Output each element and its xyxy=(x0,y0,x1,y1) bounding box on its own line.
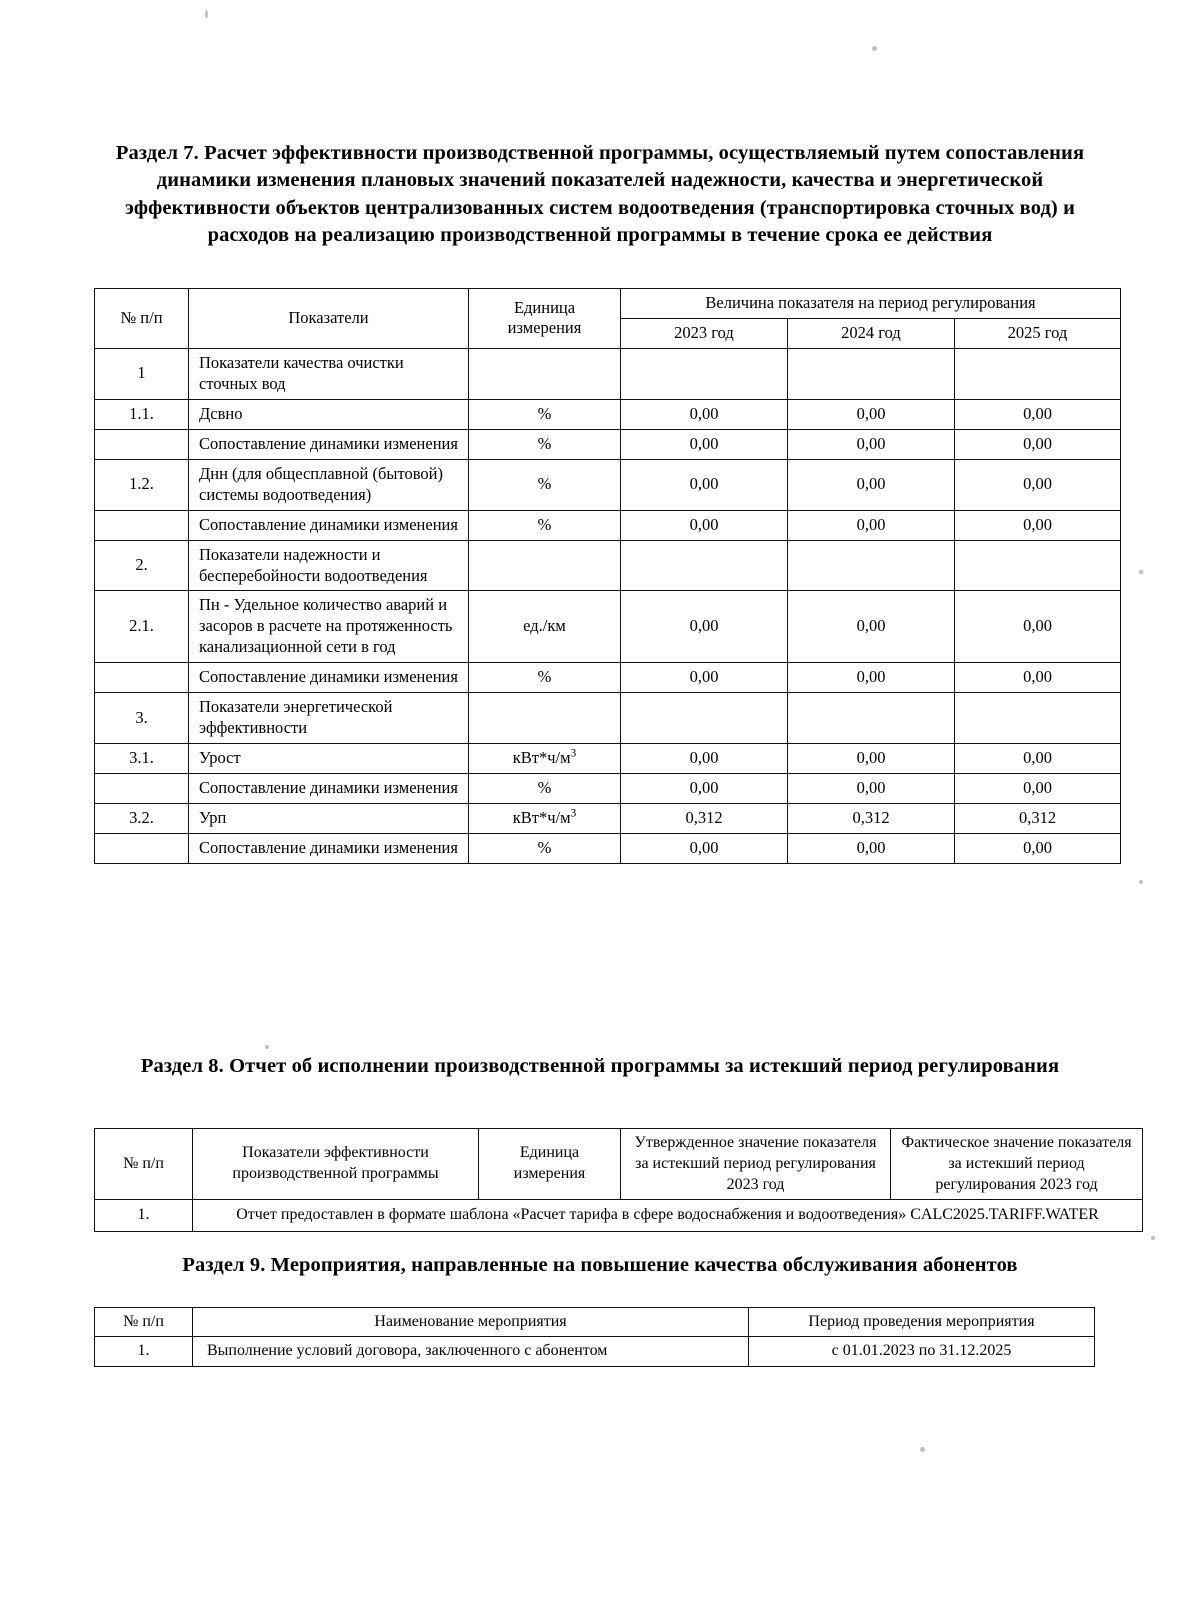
section-9-table xyxy=(94,1307,1095,1367)
row-number: 2. xyxy=(95,540,189,591)
row-indicator: Днн (для общесплавной (бытовой) системы водоотведения) xyxy=(189,459,469,510)
scan-speck xyxy=(1139,570,1143,574)
row-number: 3.1. xyxy=(95,744,189,774)
row-unit-base: кВт*ч/м xyxy=(512,748,571,768)
row-number: 3. xyxy=(95,693,189,744)
row-number xyxy=(95,774,189,804)
table-row xyxy=(95,348,1121,399)
row-value-year-3: 0,00 xyxy=(955,399,1121,429)
row-value-year-1: 0,00 xyxy=(621,744,788,774)
row-unit: % xyxy=(469,459,621,510)
section-7-heading: Раздел 7. Расчет эффективности производственной программы, осуществляемый путем сопоставления динамики изменения плановых значений показателей надежности, качества и энергетической эффективности объектов централизованных систем водоотведения (транспортировка сточных вод) и расходов на реализацию производственной программы в течение срока ее действия xyxy=(115,142,1085,246)
row-measure-name: Выполнение условий договора, заключенного с абонентом xyxy=(193,1337,749,1366)
row-number xyxy=(95,834,189,864)
row-unit xyxy=(469,348,621,399)
header-no: № п/п xyxy=(95,1308,193,1337)
scan-speck xyxy=(920,1447,925,1452)
row-report-note: Отчет предоставлен в формате шаблона «Расчет тарифа в сфере водоснабжения и водоотведения» CALC2025.TARIFF.WATER xyxy=(193,1200,1143,1232)
row-value-year-2 xyxy=(788,693,955,744)
table-row xyxy=(95,540,1121,591)
row-number xyxy=(95,663,189,693)
row-number: 1 xyxy=(95,348,189,399)
row-unit xyxy=(469,804,621,834)
row-unit: % xyxy=(469,774,621,804)
row-unit xyxy=(469,540,621,591)
header-no: № п/п xyxy=(95,289,189,349)
row-indicator: Сопоставление динамики изменения xyxy=(189,429,469,459)
row-value-year-3: 0,00 xyxy=(955,744,1121,774)
header-measure-name: Наименование мероприятия xyxy=(193,1308,749,1337)
row-value-year-3 xyxy=(955,693,1121,744)
row-value-year-1 xyxy=(621,693,788,744)
row-value-year-1: 0,312 xyxy=(621,804,788,834)
row-number: 1. xyxy=(95,1337,193,1366)
row-value-year-1: 0,00 xyxy=(621,429,788,459)
row-unit: % xyxy=(469,399,621,429)
section-7-table xyxy=(94,288,1121,864)
scan-speck xyxy=(1139,880,1143,884)
header-no: № п/п xyxy=(95,1129,193,1200)
table-header-row xyxy=(95,1129,1143,1200)
header-unit: Единица измерения xyxy=(479,1129,621,1200)
row-indicator: Сопоставление динамики изменения xyxy=(189,510,469,540)
header-indicator: Показатели xyxy=(189,289,469,349)
row-value-year-2: 0,00 xyxy=(788,663,955,693)
scan-speck xyxy=(1151,1236,1155,1240)
row-value-year-3 xyxy=(955,348,1121,399)
row-unit-base: кВт*ч/м xyxy=(512,808,571,828)
row-value-year-2: 0,00 xyxy=(788,591,955,663)
row-value-year-2: 0,00 xyxy=(788,774,955,804)
section-9-heading: Раздел 9. Мероприятия, направленные на повышение качества обслуживания абонентов xyxy=(182,1254,1018,1276)
row-value-year-3: 0,00 xyxy=(955,774,1121,804)
row-value-year-3 xyxy=(955,540,1121,591)
row-value-year-1 xyxy=(621,540,788,591)
row-number: 1.2. xyxy=(95,459,189,510)
table-row xyxy=(95,399,1121,429)
scan-speck xyxy=(205,10,208,18)
table-header-row xyxy=(95,1308,1095,1337)
section-8-table xyxy=(94,1128,1143,1232)
row-value-year-2: 0,312 xyxy=(788,804,955,834)
row-number xyxy=(95,510,189,540)
row-value-year-2: 0,00 xyxy=(788,429,955,459)
row-value-year-3: 0,00 xyxy=(955,591,1121,663)
table-row xyxy=(95,459,1121,510)
header-indicator: Показатели эффективности производственной программы xyxy=(193,1129,479,1200)
scan-speck xyxy=(872,46,877,51)
header-actual-value: Фактическое значение показателя за истекший период регулирования 2023 год xyxy=(891,1129,1143,1200)
row-indicator: Сопоставление динамики изменения xyxy=(189,663,469,693)
table-header-row xyxy=(95,289,1121,319)
table-row xyxy=(95,1200,1143,1232)
row-indicator: Сопоставление динамики изменения xyxy=(189,834,469,864)
row-indicator: Сопоставление динамики изменения xyxy=(189,774,469,804)
table-row xyxy=(95,774,1121,804)
row-value-year-3: 0,00 xyxy=(955,429,1121,459)
table-row xyxy=(95,693,1121,744)
row-value-year-1: 0,00 xyxy=(621,663,788,693)
row-unit: ед./км xyxy=(469,591,621,663)
row-value-year-1 xyxy=(621,348,788,399)
row-unit: % xyxy=(469,834,621,864)
header-year-2023: 2023 год xyxy=(621,318,788,348)
row-value-year-3: 0,00 xyxy=(955,459,1121,510)
row-value-year-2: 0,00 xyxy=(788,459,955,510)
table-row xyxy=(95,663,1121,693)
row-value-year-2 xyxy=(788,540,955,591)
row-indicator: Урост xyxy=(189,744,469,774)
row-value-year-3: 0,00 xyxy=(955,834,1121,864)
header-unit-line1: Единица xyxy=(513,297,576,317)
table-row xyxy=(95,834,1121,864)
row-value-year-3: 0,312 xyxy=(955,804,1121,834)
row-measure-period: с 01.01.2023 по 31.12.2025 xyxy=(749,1337,1095,1366)
row-unit-exponent: 3 xyxy=(570,807,577,820)
row-value-year-2: 0,00 xyxy=(788,834,955,864)
row-value-year-1: 0,00 xyxy=(621,510,788,540)
row-value-year-2: 0,00 xyxy=(788,399,955,429)
row-value-year-1: 0,00 xyxy=(621,834,788,864)
row-indicator: Показатели надежности и бесперебойности водоотведения xyxy=(189,540,469,591)
row-value-year-3: 0,00 xyxy=(955,663,1121,693)
table-row xyxy=(95,744,1121,774)
table-row xyxy=(95,804,1121,834)
row-value-year-1: 0,00 xyxy=(621,591,788,663)
header-year-2025: 2025 год xyxy=(955,318,1121,348)
row-value-year-1: 0,00 xyxy=(621,399,788,429)
row-number: 2.1. xyxy=(95,591,189,663)
row-indicator: Дсвно xyxy=(189,399,469,429)
header-approved-value: Утвержденное значение показателя за истекший период регулирования 2023 год xyxy=(621,1129,891,1200)
header-value-group: Величина показателя на период регулирования xyxy=(621,289,1121,319)
row-indicator: Пн - Удельное количество аварий и засоров в расчете на протяженность канализационной сети в год xyxy=(189,591,469,663)
row-indicator: Показатели энергетической эффективности xyxy=(189,693,469,744)
row-number: 1. xyxy=(95,1200,193,1232)
table-row xyxy=(95,1337,1095,1366)
row-number: 1.1. xyxy=(95,399,189,429)
row-value-year-3: 0,00 xyxy=(955,510,1121,540)
row-value-year-2: 0,00 xyxy=(788,744,955,774)
header-unit xyxy=(469,289,621,349)
row-unit xyxy=(469,744,621,774)
row-indicator: Показатели качества очистки сточных вод xyxy=(189,348,469,399)
row-value-year-2: 0,00 xyxy=(788,510,955,540)
row-number: 3.2. xyxy=(95,804,189,834)
row-unit: % xyxy=(469,510,621,540)
row-value-year-2 xyxy=(788,348,955,399)
row-number xyxy=(95,429,189,459)
header-measure-period: Период проведения мероприятия xyxy=(749,1308,1095,1337)
header-unit-line2: измерения xyxy=(507,318,582,338)
row-unit: % xyxy=(469,429,621,459)
row-value-year-1: 0,00 xyxy=(621,459,788,510)
scan-speck xyxy=(265,1045,269,1049)
table-row xyxy=(95,510,1121,540)
table-row xyxy=(95,591,1121,663)
row-value-year-1: 0,00 xyxy=(621,774,788,804)
row-unit xyxy=(469,693,621,744)
row-unit: % xyxy=(469,663,621,693)
row-unit-exponent: 3 xyxy=(570,747,577,760)
header-year-2024: 2024 год xyxy=(788,318,955,348)
table-row xyxy=(95,429,1121,459)
section-8-heading: Раздел 8. Отчет об исполнении производственной программы за истекший период регулирования xyxy=(140,1055,1060,1077)
row-indicator: Урп xyxy=(189,804,469,834)
